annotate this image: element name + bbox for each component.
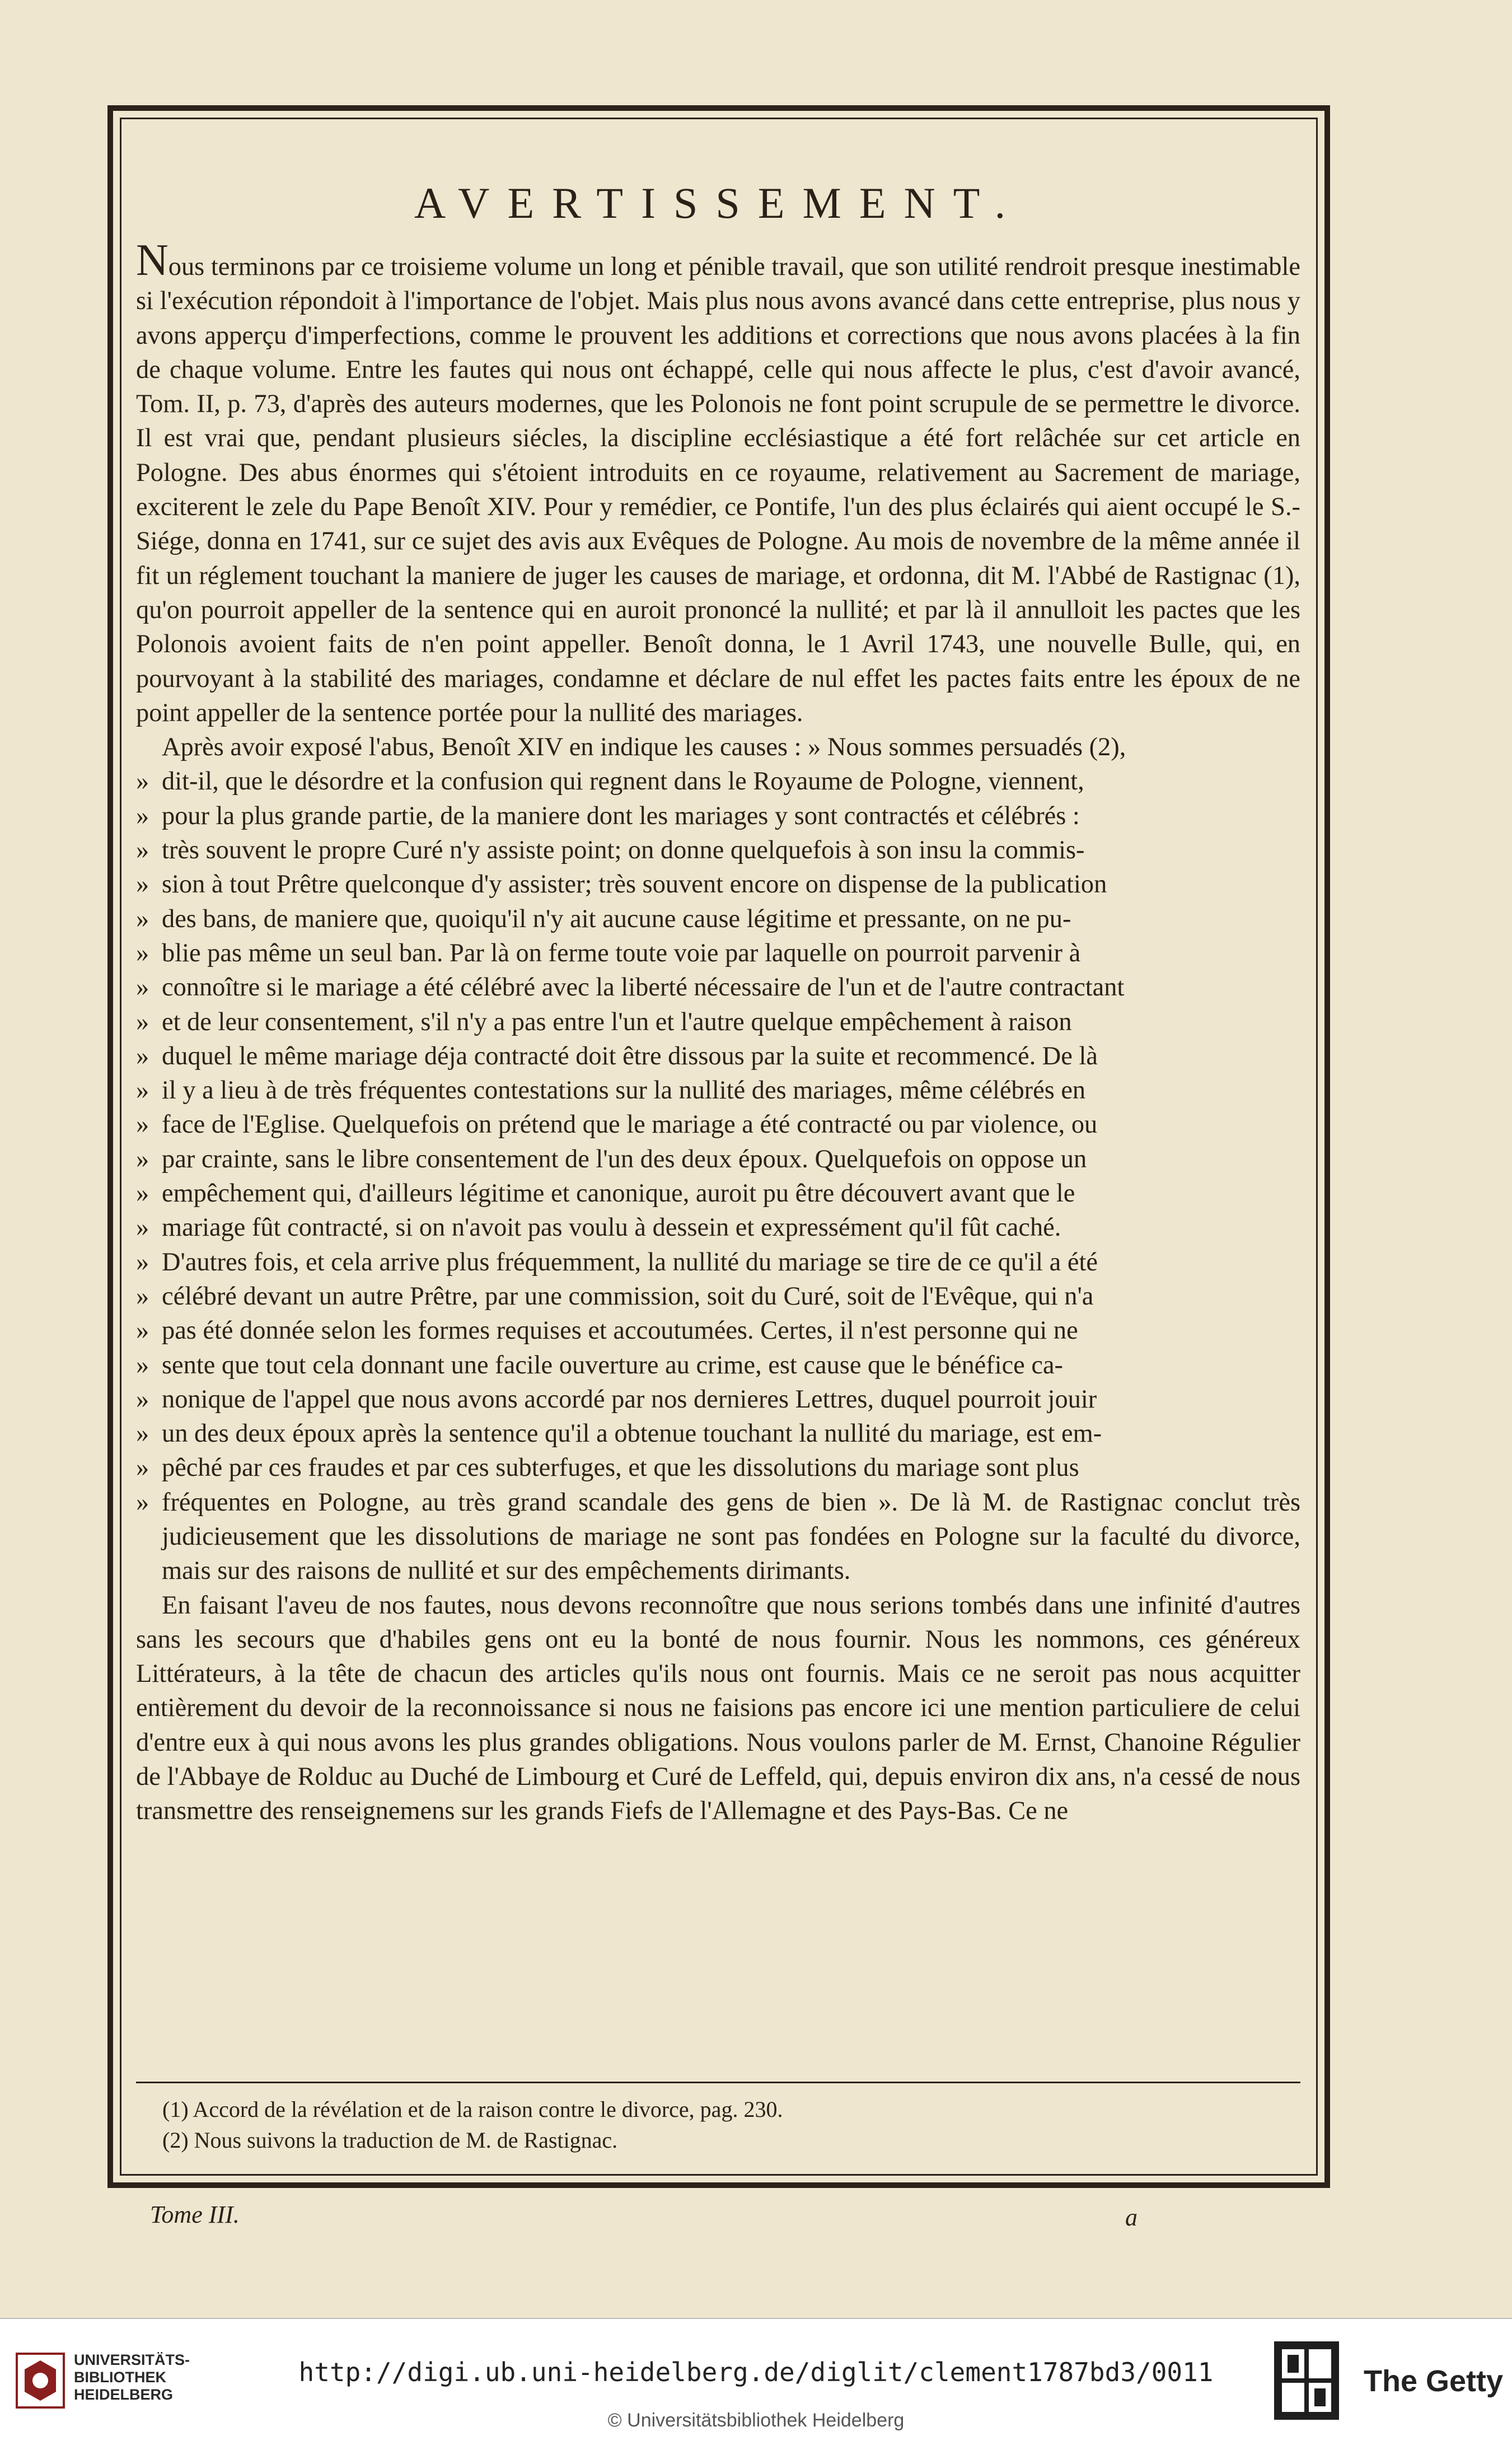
quote-mark: » [136,1179,149,1208]
quote-line-text: D'autres fois, et cela arrive plus fréquemment, la nullité du mariage se tire de ce qu'il a été [162,1247,1098,1277]
paragraph-2-after-quote: De là M. de Rastignac conclut très judicieusement que les dissolutions de mariage ne sont pas fondées en Pologne sur la faculté du divorce, mais sur des raisons de nullité et sur des empêchements dirimants. [162,1488,1301,1586]
quote-line [136,1176,1300,1210]
quote-mark: » [136,1213,149,1242]
paragraph-2 [136,730,1300,1588]
footnote-rule [136,2082,1300,2083]
quote-line-text: blie pas même un seul ban. Par là on ferme toute voie par laquelle on pourroit parvenir à [162,938,1081,967]
paragraph-1 [136,236,1300,730]
quote-line [136,1382,1300,1416]
page-title: AVERTISSEMENT. [414,179,1024,227]
quote-line [136,1245,1300,1279]
quote-line-text: et de leur consentement, s'il n'y a pas entre l'un et l'autre quelque empêchement à raison [162,1007,1072,1036]
quote-block [136,764,1300,1485]
quote-line [136,764,1300,798]
quote-line-text: pas été donnée selon les formes requises et accoutumées. Certes, il n'est personne qui ne [162,1316,1078,1345]
quote-mark: » [136,1247,149,1277]
paragraph-2-after-quote-wrap [136,1485,1300,1588]
quote-line [136,1210,1300,1245]
quote-line [136,799,1300,833]
quote-line-text: connoître si le mariage a été célébré avec la liberté nécessaire de l'un et de l'autre contractant [162,973,1125,1002]
quote-mark: » [136,801,149,830]
quote-mark: » [136,1350,149,1380]
quote-mark: » [136,1316,149,1345]
quote-line [136,867,1300,901]
institution-line-2: BIBLIOTHEK [74,2369,166,2386]
quote-line-text: par crainte, sans le libre consentement de l'un des deux époux. Quelquefois on oppose un [162,1144,1087,1173]
quote-line-text: face de l'Eglise. Quelquefois on prétend que le mariage a été contracté ou par violence, ou [162,1110,1098,1139]
quote-line [136,1348,1300,1382]
quote-mark: » [136,1385,149,1414]
quote-line [136,1279,1300,1313]
quote-line [136,1313,1300,1348]
tome-label: Tome III. [150,2201,240,2228]
quote-line [136,1416,1300,1451]
quote-mark: » [136,1076,149,1105]
quote-line-text: empêchement qui, d'ailleurs légitime et canonique, auroit pu être découvert avant que le [162,1179,1075,1208]
quote-mark: » [136,1144,149,1173]
quote-mark: » [136,1453,149,1483]
paragraph-3-text: En faisant l'aveu de nos fautes, nous devons reconnoître que nous serions tombés dans une infinité d'autres sans les secours que d'habiles gens ont eu la bonté de nous fournir. Nous les nommons, ces généreux Littérateurs, à la tête de chacun des articles qu'ils nous ont fournis. Mais ce ne seroit pas nous acquitter entièrement du devoir de la reconnoissance si nous ne faisions pas encore ici une mention particuliere de celui d'entre eux à qui nous avons les plus grandes obligations. Nous voulons parler de M. Ernst, Chanoine Régulier de l'Abbaye de Rolduc au Duché de Limbourg et Curé de Leffeld, qui, depuis environ dix ans, n'a cessé de nous transmettre des renseignemens sur les grands Fiefs de l'Allemagne et des Pays-Bas. Ce ne [136,1591,1300,1826]
paragraph-3 [136,1588,1300,1829]
copyright-notice: © Universitätsbibliothek Heidelberg [607,2410,905,2431]
quote-line [136,1142,1300,1176]
quote-line-text: duquel le même mariage déja contracté doit être dissous par la suite et recommencé. De là [162,1041,1098,1070]
quote-mark: » [136,904,149,933]
institution-line-1: UNIVERSITÄTS- [74,2351,190,2368]
quote-mark: » [136,836,149,865]
quote-line [136,1451,1300,1485]
quote-line-text: nonique de l'appel que nous avons accordé par nos dernieres Lettres, duquel pourroit jouir [162,1385,1097,1414]
quote-mark: » [136,1488,149,1517]
quote-line [136,833,1300,867]
quote-line [136,902,1300,936]
quote-mark: » [136,870,149,899]
quote-line-text: célébré devant un autre Prêtre, par une commission, soit du Curé, soit de l'Evêque, qui n'a [162,1282,1094,1311]
quote-mark: » [136,938,149,967]
quote-mark: » [136,767,149,796]
quote-line [136,1107,1300,1142]
quote-line-text: pêché par ces fraudes et par ces subterfuges, et que les dissolutions du mariage sont plus [162,1453,1079,1483]
drop-cap: N [136,236,168,285]
paragraph-1-text: ous terminons par ce troisieme volume un long et pénible travail, que son utilité rendroit presque inestimable si l'exécution répondoit à l'importance de l'objet. Mais plus nous avons avancé dans cette entreprise, plus nous y avons apperçu d'imperfections, comme le prouvent les additions et corrections que nous avons placées à la fin de chaque volume. Entre les fautes qui nous ont échappé, celle qui nous affecte le plus, c'est d'avoir avancé, Tom. II, p. 73, d'après des auteurs modernes, que les Polonois ne font point scrupule de se permettre le divorce. Il est vrai que, pendant plusieurs siécles, la discipline ecclésiastique a été fort relâchée sur cet article en Pologne. Des abus énormes qui s'étoient introduits en ce royaume, relativement au Sacrement de mariage, exciterent le zele du Pape Benoît XIV. Pour y remédier, ce Pontife, l'un des plus éclairés qui aient occupé le S.-Siége, donna en 1741, sur ce sujet des avis aux Evêques de Pologne. Au mois de novembre de la même année il fit un réglement touchant la maniere de juger les causes de mariage, et ordonna, dit M. l'Abbé de Rastignac (1), qu'on pourroit appeller de la sentence qui en auroit prononcé la nullité; et par là il annulloit les pactes que les Polonois avoient faits de n'en point appeller. Benoît donna, le 1 Avril 1743, une nouvelle Bulle, qui, en pourvoyant à la stabilité des mariages, condamne et déclare de nul effet les pactes faits entre les époux de ne point appeller de la sentence portée pour la nullité des mariages. [136,253,1300,727]
getty-logo-icon [1274,2341,1339,2420]
quote-line-text: sion à tout Prêtre quelconque d'y assister; très souvent encore on dispense de la publication [162,870,1107,899]
footnote-2: (2) Nous suivons la traduction de M. de Rastignac. [162,2128,618,2153]
quote-mark: » [136,1282,149,1311]
quote-mark: » [136,1110,149,1139]
quote-line-text: sente que tout cela donnant une facile ouverture au crime, est cause que le bénéfice ca- [162,1350,1063,1380]
quote-line-text: très souvent le propre Curé n'y assiste point; on donne quelquefois à son insu la commis- [162,836,1085,865]
permalink-url[interactable]: http://digi.ub.uni-heidelberg.de/diglit/clement1787bd3/0011 [298,2357,1214,2387]
quote-mark: » [136,973,149,1002]
quote-line-text: mariage fût contracté, si on n'avoit pas voulu à dessein et expressément qu'il fût caché. [162,1213,1061,1242]
quote-line [136,936,1300,970]
quote-line-text: dit-il, que le désordre et la confusion qui regnent dans le Royaume de Pologne, viennent, [162,767,1084,796]
quote-mark: » [136,1419,149,1448]
quote-mark: » [136,1007,149,1036]
quote-line-text: il y a lieu à de très fréquentes contestations sur la nullité des mariages, même célébrés en [162,1076,1086,1105]
institution-line-3: HEIDELBERG [74,2386,174,2403]
document-body [136,236,1301,1829]
getty-label: The Getty [1364,2364,1504,2398]
signature-mark: a [1125,2204,1137,2231]
quote-line [136,1005,1300,1039]
paragraph-2-first-line-text: Après avoir exposé l'abus, Benoît XIV en indique les causes : » Nous sommes persuadés (2), [162,733,1126,762]
quote-last-line: fréquentes en Pologne, au très grand scandale des gens de bien ». [162,1488,898,1517]
quote-line-text: pour la plus grande partie, de la maniere dont les mariages y sont contractés et célébrés : [162,801,1080,830]
quote-line [136,1039,1300,1073]
quote-line [136,1073,1300,1107]
quote-mark: » [136,1041,149,1070]
quote-line-text: un des deux époux après la sentence qu'il a obtenue touchant la nullité du mariage, est em- [162,1419,1102,1448]
footnotes [162,2094,1282,2156]
viewer-footer [0,2318,1512,2450]
quote-line-text: des bans, de maniere que, quoiqu'il n'y ait aucune cause légitime et pressante, on ne pu- [162,904,1071,933]
footnote-1: (1) Accord de la révélation et de la raison contre le divorce, pag. 230. [162,2097,783,2122]
quote-line [136,970,1300,1004]
paragraph-2-first-line [136,730,1300,764]
